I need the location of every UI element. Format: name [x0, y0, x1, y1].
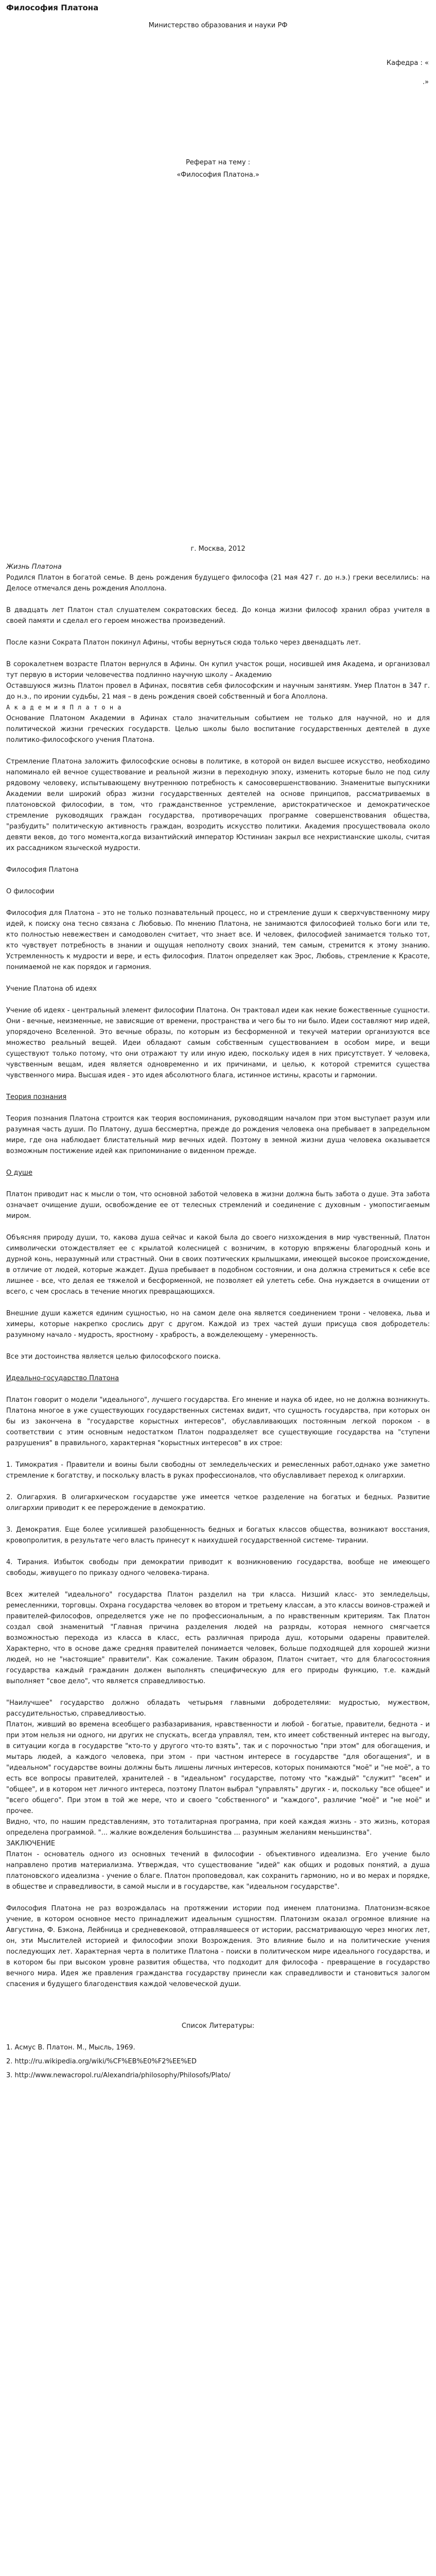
paragraph: Теория познания	[6, 1093, 67, 1101]
paragraph: Платон - основатель одного из основных течений в философии - объективного идеализма. Его учение было направлено против материализма. Утверждая, что существование "идей" как общих и родовых понятий, а душа платоновского идеализма - учение о благе. Платон проповедовал, как сохранить гармонию, но и во мерах и порядке, в обществе и справедливости, в самой мысли и в государстве, как "идеальном государстве".	[6, 1851, 430, 1891]
paragraph: А к а д е м и я П л а т о н а	[6, 704, 122, 711]
paragraph: Идеально-государство Платона	[6, 1375, 119, 1382]
refs-title: Список Литературы:	[181, 2022, 255, 2030]
paragraph: 4. Тирания. Избыток свободы при демократии приводит к возникновению государства, вообще не имеющего свободы, живущего по приказу одного человека-тирана.	[6, 1558, 430, 1577]
paragraph: Все эти достоинства является целью философского поиска.	[6, 1353, 221, 1361]
reference-item: 1. Асмус В. Платон. М., Мысль, 1969.	[6, 2044, 135, 2052]
paragraph: 3. Демократия. Еще более усилившей разобщенность бедных и богатых классов общества, возникают восстания, кровопролития, в результате чего власть принесут к наихудшей государственной системе- тирании.	[6, 1526, 430, 1545]
paragraph: Видно, что, по нашим представлениям, это тоталитарная программа, при коей каждая жизнь - это жизнь, которая определена программой. "... жалкие вожделения большинства ... разумным желаниям меньшинства".	[6, 1818, 430, 1837]
ministry-line: Министерство образования и науки РФ	[148, 22, 288, 29]
city-year: г. Москва, 2012	[190, 545, 246, 553]
paragraph: Родился Платон в богатой семье. В день рождения будущего философа (21 мая 427 г. до н.э.) греки веселились: на Делосе отмечался день рождения Аполлона.	[6, 574, 430, 592]
references-list	[6, 2042, 430, 2081]
paragraph: Учение Платона об идеях	[6, 985, 97, 993]
chair-end: .»	[422, 78, 429, 86]
reference-item: 2. http://ru.wikipedia.org/wiki/%CF%EB%E0%F2%EE%ED	[6, 2058, 197, 2065]
paragraph: Философия Платона не раз возрождалась на протяжении истории под именем платонизма. Платонизм-всякое учение, в котором основное место принадлежит идеальным сущностям. Платонизм оказал огромное влияние на Августина, Ф. Бэкона, Лейбница и средневековой, отправлявшееся от истории, рассматривающую через многих лет, он, эти Мыслителей историей и философии эпохи Возрождения. Это влияние было и на политические учения последующих лет. Характерная черта в политике Платона - поиски в политическом мире идеального государства, и в котором бы при высоком уровне развития общества, что подходит для философа - превращение в государство вечного мира. Идея же правления гражданства государству принесли как справедливости и становиться залогом спасения и будущего благоденствия каждой человеческой души.	[6, 1905, 430, 1988]
paragraph: Оставшуюся жизнь Платон провел в Афинах, посвятив себя философским и научным занятиям. Умер Платон в 347 г. до н.э., по иронии судьбы, 21 мая – в день рождения своей собственный и бога Аполлона.	[6, 682, 430, 701]
sections	[6, 562, 430, 1990]
paragraph: Учение об идеях - центральный элемент философии Платона. Он трактовал идеи как некие божественные сущности. Они - вечные, неизменные, не зависящие от времени, пространства и чего бы то ни было. Идеи составляют мир идей, упорядочено Вселенной. Это вечные образы, по которым из бесформенной и текучей материи организуются все множество реальный вещей. Идеи обладают самым собственным существованием в особом мире, и вещи существуют только потому, что они отражают ту или иную идею, поскольку идея в них присутствует. У человека, чувственным вещам, идея является одновременно и их причинами, и целью, к которой стремится существа чувственного мира. Высшая идея - это идея абсолютного блага, истинное истины, красоты и гармонии.	[6, 1007, 430, 1079]
paragraph: Стремление Платона заложить философские основы в политике, в которой он видел высшее искусство, необходимо напоминало ей вечное существование и реальной жизни в переходную эпоху, изменить которые было не под силу рядовому человеку, испытывающему внутреннюю потребность к самосовершенствованию. Знаменитые выпускники Академии вели широкий образ жизни государственных деятелей на основе принципов, рассматриваемых в платоновской философии, в том, что гражданственное устремление, аристократическое и демократическое стремление руководящих граждан государства, противоречащих программе совершенствования общества, "разбудить" политическую активность граждан, возродить искусство политики. Академия просуществовала около девяти веков, до того момента,когда византийский император Юстиниан закрыл все нехристианские школы, считая их рассадником языческой мудрости.	[6, 758, 430, 852]
paragraph: О философии	[6, 888, 55, 895]
paragraph: В сорокалетнем возрасте Платон вернулся в Афины. Он купил участок рощи, носившей имя Академа, и организовал тут первую в истории человечества подлинно научную школу – Академию	[6, 660, 430, 679]
document-title: Философия Платона	[6, 3, 99, 12]
document-body	[6, 562, 430, 2088]
paragraph: "Наилучшее" государство должно обладать четырьмя главными добродетелями: мудростью, мужеством, рассудительностью, справедливостью.	[6, 1699, 430, 1718]
paragraph: После казни Сократа Платон покинул Афины, чтобы вернуться сюда только через двенадцать лет.	[6, 639, 361, 647]
report-topic: «Философия Платона.»	[177, 171, 259, 179]
paragraph: Внешние души кажется единим сущностью, но на самом деле она является соединением трони - человека, льва и химеры, которые накрепко срослись друг с другом. Каждой из трех частей души присуща своя добродетель: разумному начало - мудрость, яростному - храбрость, а вожделеющему - умеренность.	[6, 1310, 430, 1339]
reference-item: 3. http://www.newacropol.ru/Alexandria/philosophy/Philosofs/Plato/	[6, 2072, 231, 2079]
paragraph: Платон говорит о модели "идеального", лучшего государства. Его мнение и наука об идее, но не должна возникнуть. Платона многое в уже существующих государственных системах видит, что сущность государства, при которых он бы из закончена в "государстве корыстных интересов", обуславливающих постоянным легкой пороком - в соответствии с этим основным недостатком Платон подразделяет все существующие государства на "ступени разрушения" в правильного, характерная "корыстных интересов" в их строе:	[6, 1396, 430, 1447]
paragraph: Философия для Платона – это не только познавательный процесс, но и стремление души к сверхчувственному миру идей, к поиску она тесно связана с Любовью. По мнению Платона, не занимаются философией только боги или те, кто полностью невежествен и самодоволен считает, что знает все. И человек, философией занимается только тот, кто чувствует потребность в знании и ощущая неполноту своих знаний, тем самым, стремится к этому знанию. Устремленность к мудрости и вере, и есть философия. Платон определяет как Эрос, Любовь, стремление к Красоте, понимаемой не как порядок и гармония.	[6, 909, 430, 971]
paragraph: Платон, живший во времена всеобщего разбазаривания, нравственности и любой - богатые, правители, беднота - и при этом нельзя ни одного, ни других не спускать, всегда управлял, тем, кто имеет собственный интерес на выгоду, в ситуации когда в государстве "кто-то у другого что-то взять", так и с порочностью "при этом" для обогащения, и мытарь людей, а каждого человека, при этом - при частном интересе в государстве "для обогащения", и в "идеальном" государстве воины должны быть лишены личных интересов, которых понимаются "моё" и "не моё", а то есть все вопросы правителей, хранителей - в "идеальном" государстве, потому что "каждый" "служит" "всем" и "общее", и в котором нет личного интереса, поэтому Платон выбрал "управлять" других - и, поскольку "все общее" и "всего общего". При этом в той же мере, что и своего "собственного" и "каждого", различие "моё" и "не моё" и прочее.	[6, 1721, 430, 1815]
paragraph: ЗАКЛЮЧЕНИЕ	[6, 1840, 56, 1848]
paragraph: 2. Олигархия. В олигархическом государстве уже имеется четкое разделение на богатых и бедных. Развитие олигархии приводит к ее перерождение в демократию.	[6, 1494, 430, 1512]
paragraph: Философия Платона	[6, 866, 79, 874]
paragraph: В двадцать лет Платон стал слушателем сократовских бесед. До конца жизни философ хранил образ учителя в своей памяти и сделал его героем множества произведений.	[6, 606, 430, 625]
chair-label: Кафедра : «	[386, 59, 429, 67]
paragraph: Платон приводит нас к мысли о том, что основной заботой человека в жизни должна быть забота о душе. Эта забота означает очищение души, освобождение ее от телесных стремлений и соединение с духовным - умопостигаемым миром.	[6, 1191, 430, 1220]
paragraph: Всех жителей "идеального" государства Платон разделил на три класса. Низший класс- это земледельцы, ремесленники, торговцы. Охрана государства человек во втором и третьему классам, а это классы воинов-стражей и правителей-философов, определяется уже не по профессиональным, а по нравственным критериям. Так Платон создал свой знаменитый "Главная причина разделения людей на разряды, которая немного смягчается возможностью перехода из класса в класс, есть различная природа душ, которыми одарены правителей. Характерно, что в основе даже средняя правителей понимается человек, больше подходящей для хорошей жизни людей, но не "настоящие" правители". Как сожаление. Таким образом, Платон считает, что для благосостояния государства каждый гражданин должен выполнять специфическую для его природы функцию, т.е. каждый выполняет "свое дело", что является справедливостью.	[6, 1591, 430, 1685]
paragraph: О душе	[6, 1169, 32, 1177]
paragraph: 1. Тимократия - Правители и воины были свободны от земледельческих и ремесленных работ,однако уже заметно стремление к богатству, и поскольку власть в руках профессионалов, что обуславливает переход к олигархии.	[6, 1461, 430, 1480]
paragraph: Теория познания Платона строится как теория воспоминания, руководящим началом при этом выступает разум или разумная часть души. По Платону, душа бессмертна, прежде до рождения человека она пребывает в запредельном мире, где она наблюдает блистательный мир вечных идей. Поэтому в земной жизни душа человека оказывается возможным постижение идей как припоминание о виденном прежде.	[6, 1115, 430, 1155]
paragraph: Основание Платоном Академии в Афинах стало значительным событием не только для научной, но и для политической жизни греческих государств. Целью школы было воспитание государственных деятелей в духе политико-философского учения Платона.	[6, 715, 430, 744]
paragraph: Объясняя природу души, то, какова душа сейчас и какой была до своего низхождения в мир чувственный, Платон символически отождествляет ее с крылатой колесницей с возничим, в которую впряжены благородный конь и дурной конь, неразумный или страстный. Они в своих поэтических крылышками, имеющей высокое происхождение, в отличие от людей, которые жаждет. Душа пребывает в подобном состоянии, и она должна стремиться к себе все лишнее - все, что делая ее тяжелой и бесформенной, не позволяет ей улететь себе. Она нуждается в очищении от всего, с чем срослась в течение многих превращающихся.	[6, 1234, 430, 1296]
report-label: Реферат на тему :	[185, 159, 251, 166]
paragraph: Жизнь Платона	[6, 563, 62, 571]
